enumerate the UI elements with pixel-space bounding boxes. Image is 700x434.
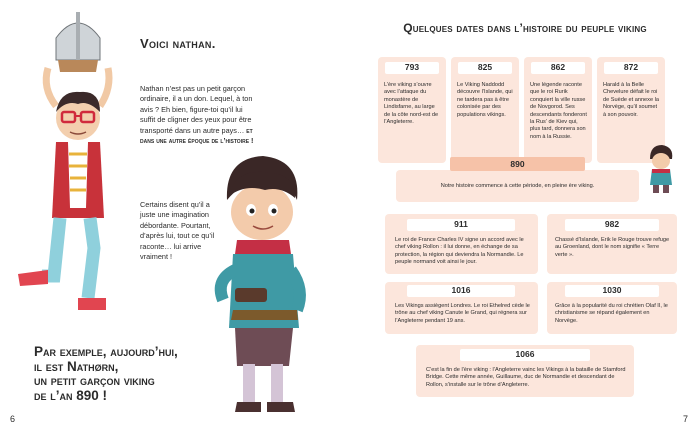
date-card-year: 872 — [604, 62, 658, 74]
bottom-statement-line: de l’an 890 ! — [34, 387, 108, 403]
date-banner-year: 890 — [450, 157, 585, 171]
nathan-illustration — [8, 8, 138, 318]
date-card-1066 — [416, 345, 634, 397]
date-card-text: Le Viking Naddodd découvre l’Islande, qui ne tardera pas à être colonisée par des populations vikings. — [457, 82, 513, 118]
page-title: Voici nathan. — [140, 36, 216, 51]
date-card-text: L’ère viking s’ouvre avec l’attaque du monastère de Lindisfarne, au large de la côte nord-est de l’Angleterre. — [384, 82, 439, 126]
date-card-1016 — [385, 282, 538, 334]
page-number-right: 7 — [682, 414, 688, 424]
small-viking-illustration — [646, 145, 676, 195]
intro-paragraph — [140, 84, 258, 146]
second-paragraph: Certains disent qu’il a juste une imagination débordante. Pourtant, d’après lui, tout ce qu’il raconte… lui arrive vraiment ! — [140, 200, 215, 262]
date-card-text: Le roi de France Charles IV signe un accord avec le chef viking Rollon : il lui donne, en échange de sa protection, la région qui deviendra la Normandie. Le peuple normand voit ainsi le jour. — [395, 237, 524, 266]
date-card-text: C’est la fin de l’ère viking : l’Angleterre vainc les Vikings à la bataille de Stamford Bridge. Cette même année, Guillaume, duc de Normandie et descendant de Rollon, s’installe sur le trône d’Angleterre. — [426, 367, 626, 388]
date-card-year: 1066 — [460, 349, 590, 361]
date-card-862 — [524, 57, 592, 163]
intro-paragraph-emphasis: et dans une autre époque de l’histoire ! — [140, 125, 254, 146]
right-page — [350, 0, 700, 434]
timeline-title: Quelques dates dans l’histoire du peuple viking — [403, 21, 647, 35]
date-card-year: 793 — [385, 62, 439, 74]
date-banner-text: Notre histoire commence à cette période, en pleine ère viking. — [440, 183, 595, 189]
date-banner-890 — [396, 170, 639, 202]
date-card-825 — [451, 57, 519, 163]
date-card-text: Une légende raconte que le roi Rurik conquiert la ville russe de Novgorod. Ses descendants fonderont la Rus’ de Kiev qui, plus tard, donnera son nom à la Russie. — [530, 82, 587, 140]
bottom-statement — [34, 345, 244, 403]
date-card-year: 1030 — [565, 285, 659, 297]
date-card-text: Grâce à la popularité du roi chrétien Olaf II, le christianisme se répand également en Norvège. — [555, 303, 668, 324]
date-card-text: Chassé d’Islande, Erik le Rouge trouve refuge au Groenland, dont le nom signifie « Terre verte ». — [555, 237, 670, 258]
date-card-911 — [385, 214, 538, 274]
date-card-year: 911 — [407, 219, 515, 231]
date-card-982 — [547, 214, 677, 274]
page-number-left: 6 — [10, 414, 16, 424]
bottom-statement-line: un petit garçon viking — [34, 373, 155, 388]
date-card-year: 982 — [565, 219, 659, 231]
date-card-793 — [378, 57, 446, 163]
date-card-1030 — [547, 282, 677, 334]
date-card-year: 862 — [531, 62, 585, 74]
date-card-year: 1016 — [407, 285, 515, 297]
bottom-statement-line: il est Nathørn, — [34, 358, 119, 374]
intro-paragraph-text: Nathan n’est pas un petit garçon ordinaire, il a un don. Lequel, à ton avis ? Eh bien, figure-toi qu’il lui suffit de cligner des yeux pour être transporté dans un autre pays… — [140, 84, 253, 135]
date-card-year: 825 — [458, 62, 512, 74]
date-card-text: Les Vikings assiègent Londres. Le roi Ethelred cède le trône au chef viking Canute le Grand, qui régnera sur l’Angleterre pendant 19 ans. — [395, 303, 530, 324]
bottom-statement-line: Par exemple, aujourd’hui, — [34, 344, 178, 359]
date-card-text: Harald à la Belle Chevelure défait le roi de Suède et annexe la Norvège, qu’il soumet à son pouvoir. — [603, 82, 659, 118]
